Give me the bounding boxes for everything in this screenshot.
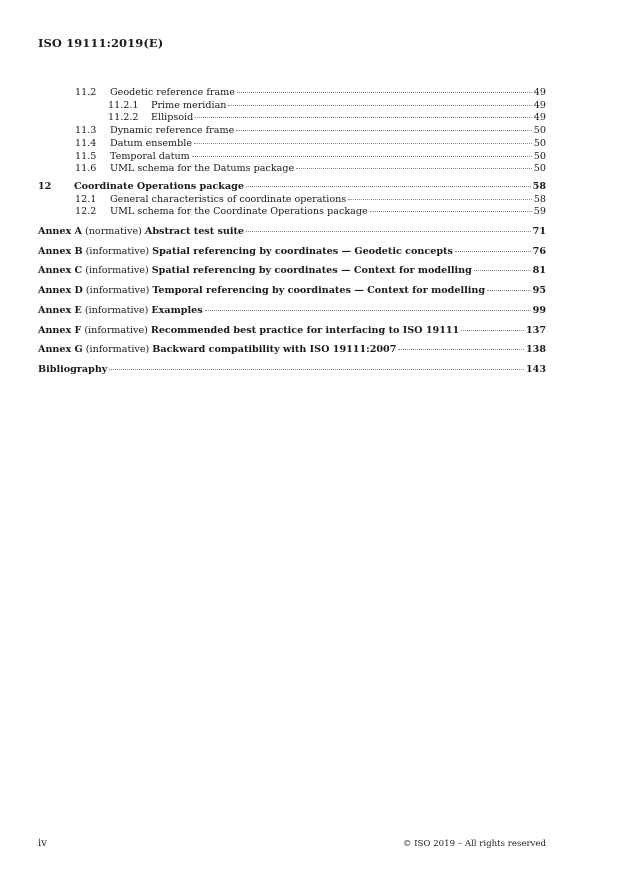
toc-entry-annex-e[interactable]: [38, 305, 546, 318]
dot-leader: [348, 199, 532, 200]
dot-leader: [194, 143, 532, 144]
dot-leader: [205, 310, 531, 311]
toc-entry-annex-a[interactable]: [38, 226, 546, 239]
dot-leader: [487, 290, 531, 291]
toc-entry-number: 12: [38, 180, 52, 192]
toc-entry-page: 50: [533, 125, 546, 137]
annex-label: Annex G: [38, 344, 83, 356]
toc-entry-number: 11.2.2: [108, 112, 139, 124]
toc-entry-title: UML schema for the Coordinate Operations package: [110, 206, 368, 218]
toc-entry-page: 138: [525, 344, 546, 356]
toc-entry-11-2-1[interactable]: [38, 100, 546, 113]
dot-leader: [237, 92, 532, 93]
toc-entry-title: Examples: [151, 304, 203, 316]
annex-label: Annex A: [38, 226, 83, 238]
annex-kind: (informative): [85, 285, 150, 297]
toc-entry-page: 50: [533, 150, 546, 162]
dot-leader: [228, 105, 531, 106]
annex-kind: (normative): [85, 226, 142, 238]
toc-entry-page: 58: [532, 180, 546, 192]
toc-entry-annex-b[interactable]: [38, 246, 546, 259]
toc-entry-page: 143: [525, 363, 546, 375]
toc-entry-11-2[interactable]: [38, 87, 546, 100]
toc-entry-number: 11.6: [75, 163, 97, 175]
toc-entry-title: Datum ensemble: [110, 137, 193, 149]
toc-entry-page: 71: [532, 226, 546, 238]
toc-entry-number: 12.1: [75, 193, 97, 205]
dot-leader: [192, 156, 532, 157]
dot-leader: [246, 186, 531, 187]
toc-entry-page: 76: [532, 245, 546, 257]
toc-entry-page: 49: [533, 87, 546, 98]
annex-label: Annex D: [38, 285, 83, 297]
toc-entry-title: Spatial referencing by coordinates — Geodetic concepts: [152, 245, 453, 257]
toc-entry-title: Backward compatibility with ISO 19111:2007: [152, 344, 397, 356]
toc-entry-number: 12.2: [75, 206, 97, 218]
toc-entry-title: Coordinate Operations package: [74, 180, 244, 192]
toc-entry-page: 50: [533, 137, 546, 149]
dot-leader: [109, 369, 524, 370]
toc-entry-number: 11.5: [75, 150, 97, 162]
footer-copyright: © ISO 2019 – All rights reserved: [402, 839, 546, 849]
toc-entry-title: Geodetic reference frame: [110, 87, 235, 98]
toc-entry-page: 58: [533, 193, 546, 205]
toc-entry-number: 11.2: [75, 87, 97, 98]
dot-leader: [370, 211, 532, 212]
annex-kind: (informative): [85, 344, 150, 356]
toc-entry-title: Abstract test suite: [144, 226, 245, 238]
annex-kind: (informative): [85, 265, 149, 277]
annex-label: Annex C: [38, 265, 83, 277]
annex-kind: (informative): [84, 324, 148, 336]
annex-label: Annex E: [38, 304, 82, 316]
toc-entry-page: 95: [532, 285, 546, 297]
toc-entry-number: 11.3: [75, 125, 97, 137]
toc-entry-12-2[interactable]: [38, 206, 546, 219]
dot-leader: [461, 330, 524, 331]
toc-entry-title: Temporal datum: [110, 150, 190, 162]
toc-entry-annex-f[interactable]: [38, 325, 546, 338]
toc-entry-annex-c[interactable]: [38, 265, 546, 278]
toc-entry-annex-g[interactable]: [38, 344, 546, 357]
toc-entry-11-5[interactable]: [38, 151, 546, 164]
toc-entry-number: 11.4: [75, 137, 97, 149]
toc-entry-title: General characteristics of coordinate operations: [110, 193, 347, 205]
dot-leader: [236, 130, 532, 131]
dot-leader: [296, 168, 532, 169]
annex-kind: (informative): [84, 304, 149, 316]
toc-entry-page: 59: [533, 206, 546, 218]
toc-entry-title: Spatial referencing by coordinates — Context for modelling: [151, 265, 472, 277]
dot-leader: [455, 251, 531, 252]
document-header: ISO 19111:2019(E): [38, 36, 164, 50]
toc-entry-title: UML schema for the Datums package: [110, 163, 295, 175]
annex-label: Annex B: [38, 245, 83, 257]
dot-leader: [474, 270, 531, 271]
toc-entry-page: 99: [532, 304, 546, 316]
toc-entry-page: 49: [533, 99, 546, 111]
toc-entry-title: Bibliography: [38, 363, 108, 375]
toc-entry-title: Ellipsoid: [151, 112, 194, 124]
toc-entry-12[interactable]: [38, 181, 546, 194]
toc-entry-page: 81: [532, 265, 546, 277]
toc-entry-title: Recommended best practice for interfacing to ISO 19111: [150, 324, 460, 336]
toc-entry-page: 137: [525, 324, 546, 336]
dot-leader: [246, 231, 531, 232]
toc-entry-11-3[interactable]: [38, 125, 546, 138]
toc-entry-annex-d[interactable]: [38, 285, 546, 298]
toc-entry-11-6[interactable]: [38, 163, 546, 176]
toc-entry-11-2-2[interactable]: [38, 112, 546, 125]
toc-entry-title: Prime meridian: [151, 99, 227, 111]
toc-entry-11-4[interactable]: [38, 138, 546, 151]
toc-entry-bibliography[interactable]: [38, 364, 546, 377]
toc-entry-12-1[interactable]: [38, 194, 546, 207]
dot-leader: [195, 117, 532, 118]
footer-page-number: iv: [38, 838, 47, 849]
toc-entry-number: 11.2.1: [108, 99, 139, 111]
dot-leader: [398, 349, 524, 350]
toc-entry-page: 49: [533, 112, 546, 124]
toc-entry-title: Temporal referencing by coordinates — Context for modelling: [152, 285, 486, 297]
table-of-contents: [38, 87, 546, 377]
annex-label: Annex F: [38, 324, 82, 336]
toc-entry-title: Dynamic reference frame: [110, 125, 235, 137]
toc-entry-page: 50: [533, 163, 546, 175]
annex-kind: (informative): [85, 245, 150, 257]
